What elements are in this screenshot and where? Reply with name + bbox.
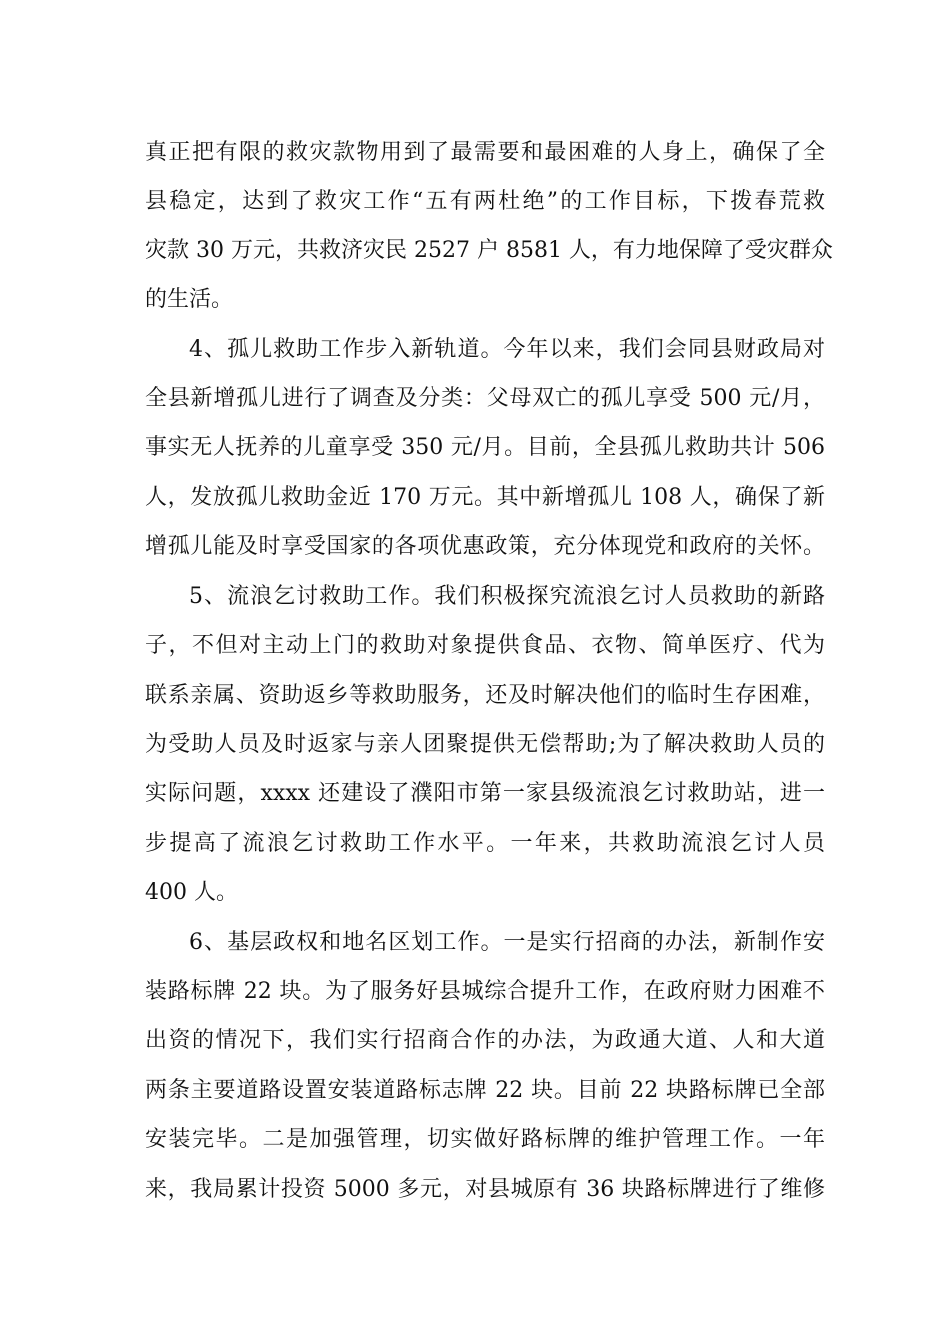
- text-line: 联系亲属、资助返乡等救助服务，还及时解决他们的临时生存困难，: [145, 683, 825, 708]
- text-line: 子，不但对主动上门的救助对象提供食品、衣物、简单医疗、代为: [145, 633, 825, 658]
- text-line: 灾款 30 万元，共救济灾民 2527 户 8581 人，有力地保障了受灾群众: [145, 238, 833, 263]
- text-line: 装路标牌 22 块。为了服务好县城综合提升工作，在政府财力困难不: [145, 979, 825, 1004]
- text-line: 增孤儿能及时享受国家的各项优惠政策，充分体现党和政府的关怀。: [145, 534, 825, 559]
- paragraph-first-line: 4、孤儿救助工作步入新轨道。今年以来，我们会同县财政局对: [189, 337, 825, 362]
- text-line: 安装完毕。二是加强管理，切实做好路标牌的维护管理工作。一年: [145, 1127, 825, 1152]
- text-line: 的生活。: [145, 287, 234, 312]
- text-line: 400 人。: [145, 880, 238, 905]
- text-line: 步提高了流浪乞讨救助工作水平。一年来，共救助流浪乞讨人员: [145, 831, 825, 856]
- text-line: 两条主要道路设置安装道路标志牌 22 块。目前 22 块路标牌已全部: [145, 1078, 825, 1103]
- text-line: 全县新增孤儿进行了调查及分类：父母双亡的孤儿享受 500 元/月，: [145, 386, 825, 411]
- text-line: 真正把有限的救灾款物用到了最需要和最困难的人身上，确保了全: [145, 140, 825, 165]
- text-line: 来，我局累计投资 5000 多元，对县城原有 36 块路标牌进行了维修: [145, 1177, 825, 1202]
- text-line: 为受助人员及时返家与亲人团聚提供无偿帮助;为了解决救助人员的: [145, 732, 825, 757]
- text-line: 实际问题，xxxx 还建设了濮阳市第一家县级流浪乞讨救助站，进一: [145, 781, 825, 806]
- paragraph-first-line: 5、流浪乞讨救助工作。我们积极探究流浪乞讨人员救助的新路: [189, 584, 825, 609]
- paragraph-first-line: 6、基层政权和地名区划工作。一是实行招商的办法，新制作安: [189, 930, 825, 955]
- text-line: 县稳定，达到了救灾工作“五有两杜绝”的工作目标，下拨春荒救: [145, 189, 825, 214]
- text-line: 人，发放孤儿救助金近 170 万元。其中新增孤儿 108 人，确保了新: [145, 485, 825, 510]
- text-line: 出资的情况下，我们实行招商合作的办法，为政通大道、人和大道: [145, 1028, 825, 1053]
- text-line: 事实无人抚养的儿童享受 350 元/月。目前，全县孤儿救助共计 506: [145, 435, 825, 460]
